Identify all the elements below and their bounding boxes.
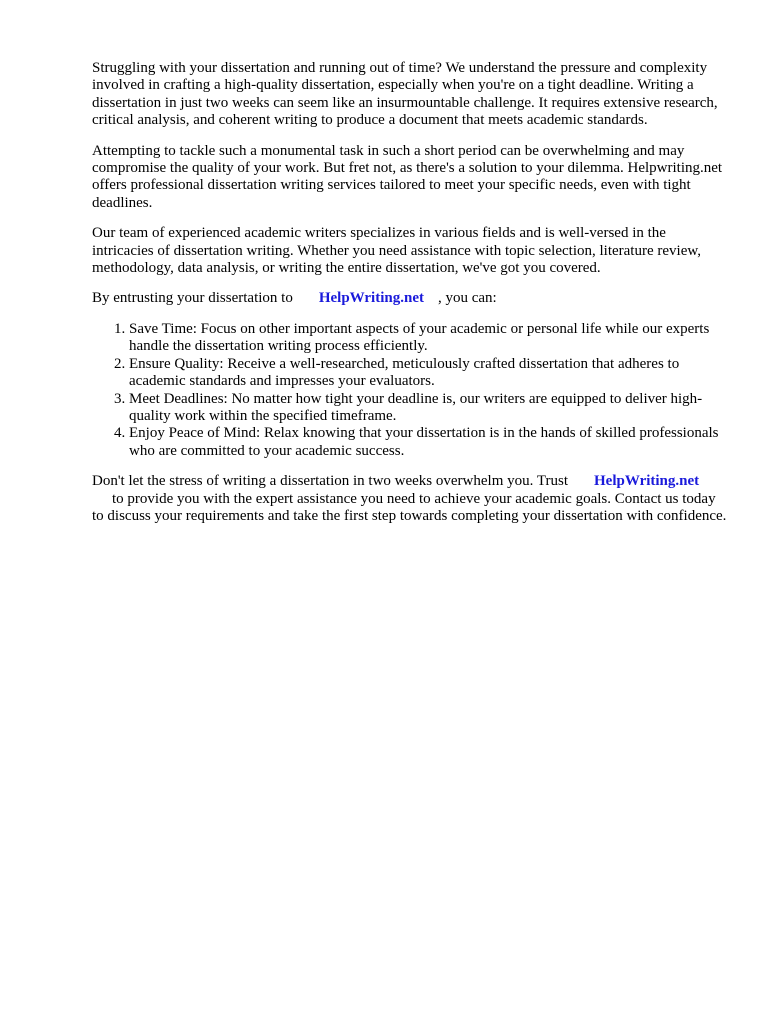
document-body	[92, 60, 728, 538]
benefit-item: 3. Meet Deadlines: No matter how tight your deadline is, our writers are equipped to deliver high-quality work within the specified timeframe.	[129, 391, 728, 426]
closing-text-before: Don't let the stress of writing a dissertation in two weeks overwhelm you. Trust	[92, 473, 568, 490]
entrust-text-after: , you can:	[437, 290, 497, 307]
helpwriting-link[interactable]: HelpWriting.net	[318, 290, 424, 307]
closing-paragraph	[92, 473, 728, 525]
benefit-item: 2. Ensure Quality: Receive a well-researched, meticulously crafted dissertation that adheres to academic standards and impresses your evaluators.	[129, 356, 728, 391]
helpwriting-link[interactable]: HelpWriting.net	[594, 473, 700, 490]
benefit-item: 4. Enjoy Peace of Mind: Relax knowing that your dissertation is in the hands of skilled professionals who are committed to your academic success.	[129, 425, 728, 460]
entrust-text-before: By entrusting your dissertation to	[92, 290, 293, 307]
team-paragraph: Our team of experienced academic writers specializes in various fields and is well-versed in the intricacies of dissertation writing. Whether you need assistance with topic selection, literature review, methodology, data analysis, or writing the entire dissertation, we've got you covered.	[92, 225, 701, 277]
entrust-paragraph	[92, 290, 728, 307]
solution-paragraph: Attempting to tackle such a monumental task in such a short period can be overwhelming and may compromise the quality of your work. But fret not, as there's a solution to your dilemma. Helpwriting.net offers professional dissertation writing services tailored to meet your specific needs, even with tight deadlines.	[92, 142, 723, 211]
intro-paragraph: Struggling with your dissertation and running out of time? We understand the pressure and complexity involved in crafting a high-quality dissertation, especially when you're on a tight deadline. Writing a dissertation in just two weeks can seem like an insurmountable challenge. It requires extensive research, critical analysis, and coherent writing to produce a document that meets academic standards.	[92, 60, 718, 129]
closing-text-after: to provide you with the expert assistance you need to achieve your academic goals. Contact us today to discuss your requirements and take the first step towards completing your dissertation with confidence.	[92, 490, 727, 524]
benefit-item: 1. Save Time: Focus on other important aspects of your academic or personal life while our experts handle the dissertation writing process efficiently.	[129, 321, 728, 356]
benefits-list	[92, 321, 728, 460]
